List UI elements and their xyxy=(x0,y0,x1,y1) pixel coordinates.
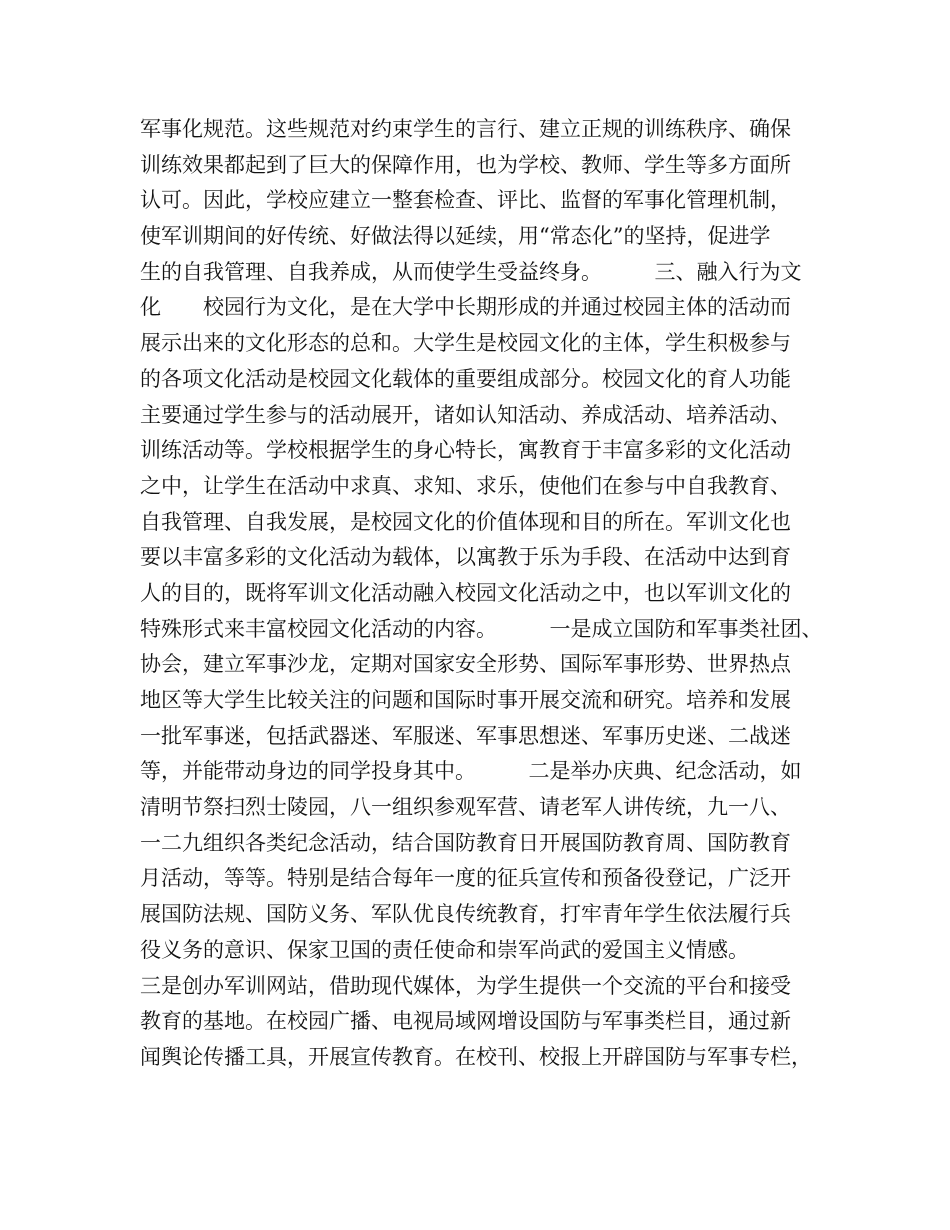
text-line: 要以丰富多彩的文化活动为载体，以寓教于乐为手段、在活动中达到育 xyxy=(140,545,791,570)
text-line: 三是创办军训网站，借助现代媒体，为学生提供一个交流的平台和接受 xyxy=(140,973,791,998)
text-line: 人的目的，既将军训文化活动融入校园文化活动之中，也以军训文化的 xyxy=(140,580,791,605)
text-line: 训练活动等。学校根据学生的身心特长，寓教育于丰富多彩的文化活动 xyxy=(140,438,791,463)
text-line: 闻舆论传播工具，开展宣传教育。在校刊、校报上开辟国防与军事专栏， xyxy=(140,1044,812,1069)
text-line: 特殊形式来丰富校园文化活动的内容。 一是成立国防和军事类社团、 xyxy=(140,616,823,641)
text-line: 教育的基地。在校园广播、电视局域网增设国防与军事类栏目，通过新 xyxy=(140,1009,791,1034)
text-line: 训练效果都起到了巨大的保障作用，也为学校、教师、学生等多方面所 xyxy=(140,152,791,177)
text-line: 展国防法规、国防义务、军队优良传统教育，打牢青年学生依法履行兵 xyxy=(140,902,791,927)
text-line: 认可。因此，学校应建立一整套检查、评比、监督的军事化管理机制， xyxy=(140,188,791,213)
text-line: 军事化规范。这些规范对约束学生的言行、建立正规的训练秩序、确保 xyxy=(140,117,791,141)
text-line: 清明节祭扫烈士陵园，八一组织参观军营、请老军人讲传统，九一八、 xyxy=(140,795,791,820)
text-line: 月活动，等等。特别是结合每年一度的征兵宣传和预备役登记，广泛开 xyxy=(140,866,791,891)
text-line: 一批军事迷，包括武器迷、军服迷、军事思想迷、军事历史迷、二战迷 xyxy=(140,723,791,748)
text-line: 等，并能带动身边的同学投身其中。 二是举办庆典、纪念活动，如 xyxy=(140,759,802,784)
text-line: 地区等大学生比较关注的问题和国际时事开展交流和研究。培养和发展 xyxy=(140,688,791,712)
text-line: 之中，让学生在活动中求真、求知、求乐，使他们在参与中自我教育、 xyxy=(140,473,791,498)
text-line: 一二九组织各类纪念活动，结合国防教育日开展国防教育周、国防教育 xyxy=(140,830,791,855)
text-line: 展示出来的文化形态的总和。大学生是校园文化的主体，学生积极参与 xyxy=(140,331,791,356)
text-line: 使军训期间的好传统、好做法得以延续，用“常态化”的坚持，促进学 xyxy=(140,224,771,249)
text-line: 生的自我管理、自我养成，从而使学生受益终身。 三、融入行为文 xyxy=(140,259,802,284)
text-line: 役义务的意识、保家卫国的责任使命和崇军尚武的爱国主义情感。 xyxy=(140,937,749,962)
text-line: 化 校园行为文化，是在大学中长期形成的并通过校园主体的活动而 xyxy=(140,295,791,320)
text-line: 协会，建立军事沙龙，定期对国家安全形势、国际军事形势、世界热点 xyxy=(140,652,791,677)
text-line: 主要通过学生参与的活动展开，诸如认知活动、养成活动、培养活动、 xyxy=(140,402,791,427)
body-text xyxy=(140,112,823,1076)
text-line: 自我管理、自我发展，是校园文化的价值体现和目的所在。军训文化也 xyxy=(140,509,791,534)
text-line: 的各项文化活动是校园文化载体的重要组成部分。校园文化的育人功能 xyxy=(140,366,791,391)
